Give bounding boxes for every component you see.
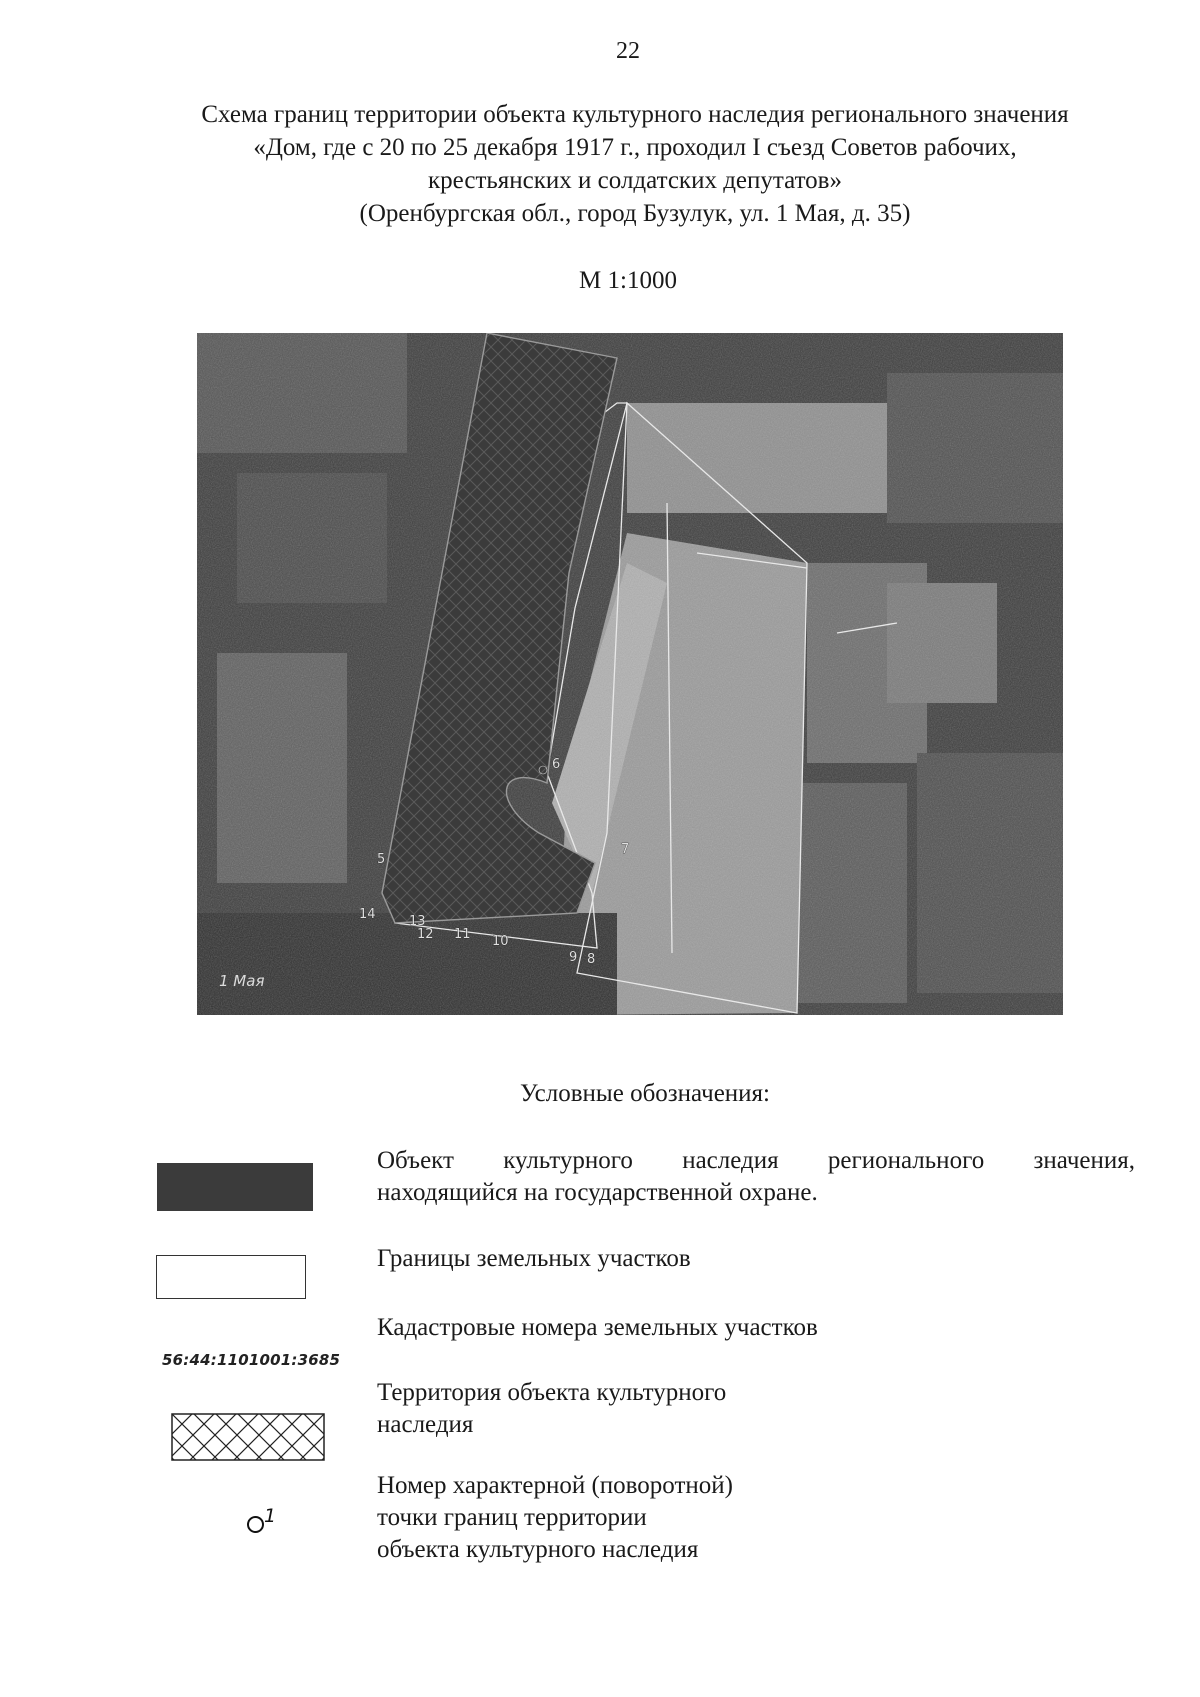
title-line-3: крестьянских и солдатских депутатов» [428,167,842,194]
legend-territory-line-2: наследия [377,1411,474,1438]
point-8-label: 8 [587,952,596,967]
legend-heritage-line-1: Объект культурного наследия регионального значения, [377,1147,1135,1174]
point-7-label: 7 [621,842,630,857]
point-12-label: 12 [417,927,434,942]
surrounding-buildings [197,333,1063,1015]
point-6-label: 6 [552,757,561,772]
legend-swatch-plot-boundaries [156,1255,306,1299]
legend-symbol-cadastral-number: 56:44:1101001:3685 [162,1351,341,1369]
legend-item-heritage-object [377,1145,1135,1209]
point-10-label: 10 [492,934,509,949]
title-line-1: Схема границ территории объекта культурного наследия регионального значения [201,101,1069,128]
point-14-label: 14 [359,907,376,922]
page-number: 22 [616,38,640,64]
legend-item-plot-boundaries: Границы земельных участков [377,1245,691,1272]
legend-territory-line-1: Территория объекта культурного [377,1379,727,1406]
point-11-label: 11 [454,927,471,942]
point-13-label: 13 [409,914,426,929]
legend-item-territory [377,1377,1077,1441]
street-label: 1 Мая [219,972,265,990]
aerial-map [197,333,1063,1015]
legend-swatch-territory [171,1413,325,1461]
legend-point-line-2: точки границ территории [377,1504,647,1531]
legend-heritage-line-2: находящийся на государственной охране. [377,1179,818,1206]
legend-point-number: 1 [264,1505,277,1527]
legend-point-line-1: Номер характерной (поворотной) [377,1472,733,1499]
legend-item-cadastral-numbers: Кадастровые номера земельных участков [377,1314,818,1341]
page-title [120,98,1150,230]
title-line-4: (Оренбургская обл., город Бузулук, ул. 1 Мая, д. 35) [359,200,911,227]
map-scale: М 1:1000 [579,267,677,294]
title-line-2: «Дом, где с 20 по 25 декабря 1917 г., проходил I съезд Советов рабочих, [253,134,1017,161]
point-5-label: 5 [377,852,386,867]
legend-point-circle-icon [247,1516,264,1533]
point-9-label: 9 [569,950,578,965]
legend-swatch-heritage-object [157,1163,313,1211]
legend-symbol-boundary-point [247,1505,307,1536]
legend-point-line-3: объекта культурного наследия [377,1536,699,1563]
legend-item-boundary-point [377,1470,1077,1566]
legend-heading: Условные обозначения: [519,1080,771,1107]
